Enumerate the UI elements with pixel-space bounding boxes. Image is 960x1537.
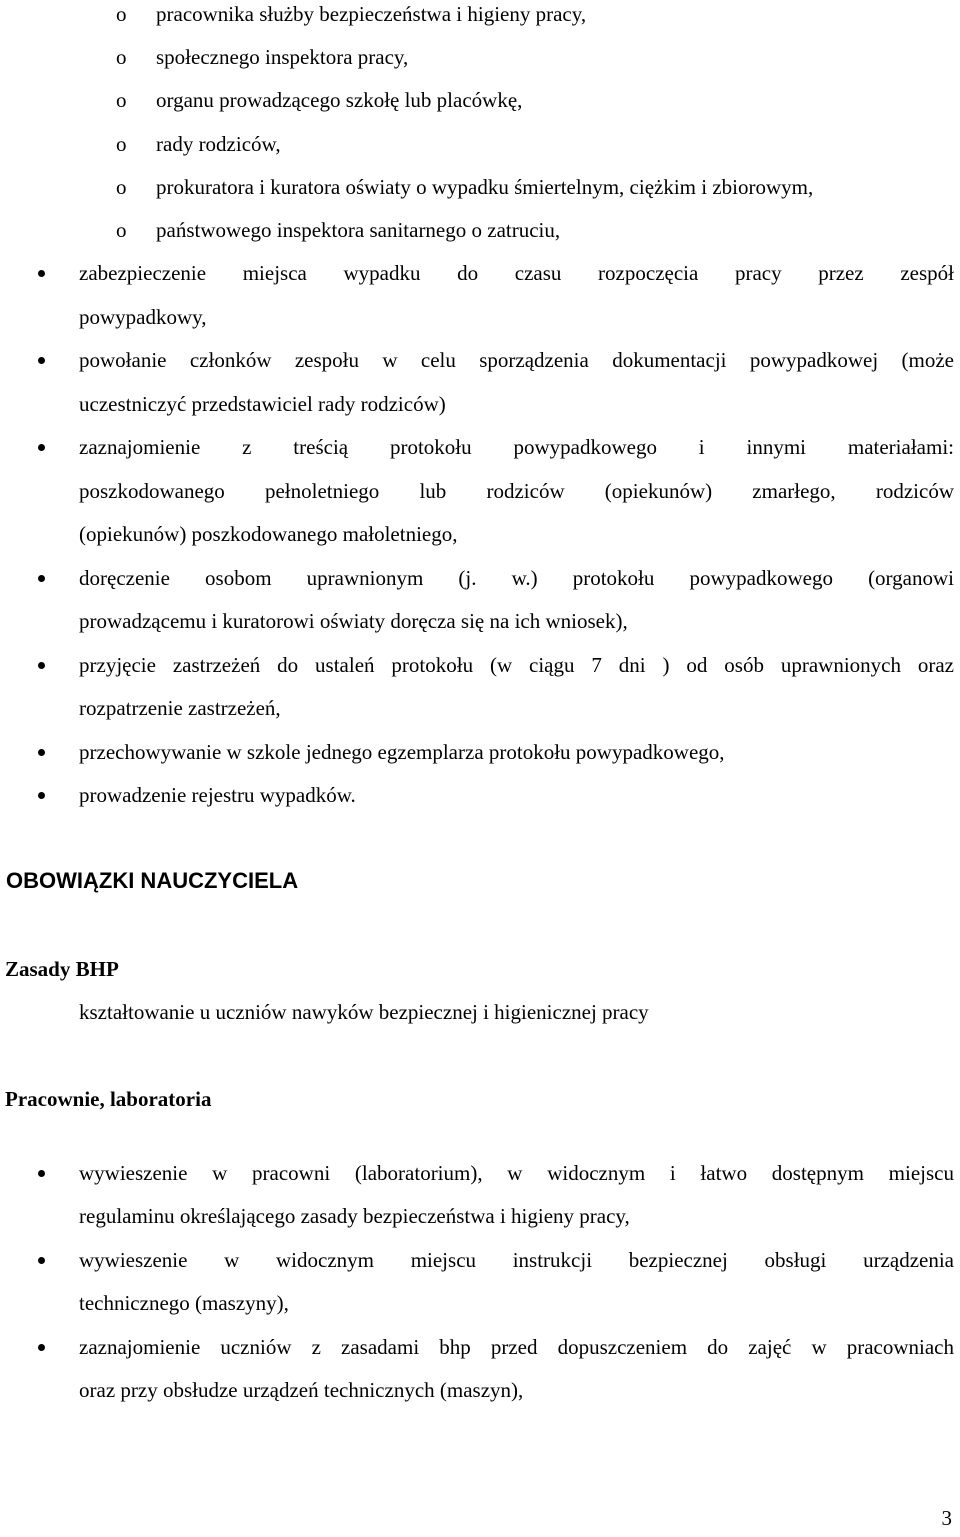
- bullet-icon: [38, 1170, 45, 1177]
- list-item: prokuratora i kuratora oświaty o wypadku śmiertelnym, ciężkim i zbiorowym,: [156, 175, 814, 199]
- section-title: OBOWIĄZKI NAUCZYCIELA: [6, 868, 299, 893]
- list-item-line: regulaminu określającego zasady bezpieczeństwa i higieny pracy,: [79, 1204, 630, 1228]
- bullet-icon: [38, 662, 45, 669]
- list-marker: o: [116, 88, 127, 112]
- list-item: państwowego inspektora sanitarnego o zatruciu,: [156, 218, 561, 242]
- list-item-line: powołanie członków zespołu w celu sporządzenia dokumentacji powypadkowej (może: [79, 348, 954, 372]
- list-item-line: zabezpieczenie miejsca wypadku do czasu rozpoczęcia pracy przez zespół: [79, 261, 954, 285]
- list-item: społecznego inspektora pracy,: [156, 45, 409, 69]
- list-item-line: poszkodowanego pełnoletniego lub rodziców (opiekunów) zmarłego, rodziców: [79, 479, 954, 503]
- bullet-icon: [38, 792, 45, 799]
- zasady-text: kształtowanie u uczniów nawyków bezpiecznej i higienicznej pracy: [79, 1000, 649, 1024]
- bullet-icon: [38, 1257, 45, 1264]
- list-marker: o: [116, 45, 127, 69]
- list-item-line: rozpatrzenie zastrzeżeń,: [79, 696, 281, 720]
- list-item-line: doręczenie osobom uprawnionym (j. w.) protokołu powypadkowego (organowi: [79, 566, 954, 590]
- bullet-icon: [38, 444, 45, 451]
- list-item-line: powypadkowy,: [79, 305, 207, 329]
- list-item: organu prowadzącego szkołę lub placówkę,: [156, 88, 523, 112]
- list-item-line: (opiekunów) poszkodowanego małoletniego,: [79, 522, 458, 546]
- list-item-line: wywieszenie w pracowni (laboratorium), w widocznym i łatwo dostępnym miejscu: [79, 1161, 954, 1185]
- bullet-icon: [38, 749, 45, 756]
- list-item: rady rodziców,: [156, 132, 281, 156]
- list-item-line: prowadzącemu i kuratorowi oświaty doręcza się na ich wniosek),: [79, 609, 628, 633]
- page-number: 3: [941, 1506, 952, 1530]
- list-item-line: uczestniczyć przedstawiciel rady rodziców): [79, 392, 446, 416]
- list-item-line: prowadzenie rejestru wypadków.: [79, 783, 356, 807]
- list-item-line: wywieszenie w widocznym miejscu instrukcji bezpiecznej obsługi urządzenia: [79, 1248, 954, 1272]
- heading-zasady-bhp: Zasady BHP: [5, 957, 119, 981]
- bullet-icon: [38, 270, 45, 277]
- bullet-icon: [38, 357, 45, 364]
- list-marker: o: [116, 2, 127, 26]
- list-item-line: zaznajomienie z treścią protokołu powypadkowego i innymi materiałami:: [79, 435, 954, 459]
- heading-pracownie: Pracownie, laboratoria: [5, 1087, 212, 1111]
- bullet-icon: [38, 575, 45, 582]
- list-item-line: technicznego (maszyny),: [79, 1291, 289, 1315]
- list-item-line: przyjęcie zastrzeżeń do ustaleń protokołu (w ciągu 7 dni ) od osób uprawnionych oraz: [79, 653, 954, 677]
- list-item-line: przechowywanie w szkole jednego egzemplarza protokołu powypadkowego,: [79, 740, 725, 764]
- list-marker: o: [116, 218, 127, 242]
- list-marker: o: [116, 132, 127, 156]
- bullet-icon: [38, 1344, 45, 1351]
- list-item: pracownika służby bezpieczeństwa i higieny pracy,: [156, 2, 587, 26]
- list-item-line: oraz przy obsłudze urządzeń technicznych (maszyn),: [79, 1378, 524, 1402]
- list-item-line: zaznajomienie uczniów z zasadami bhp przed dopuszczeniem do zajęć w pracowniach: [79, 1335, 954, 1359]
- list-marker: o: [116, 175, 127, 199]
